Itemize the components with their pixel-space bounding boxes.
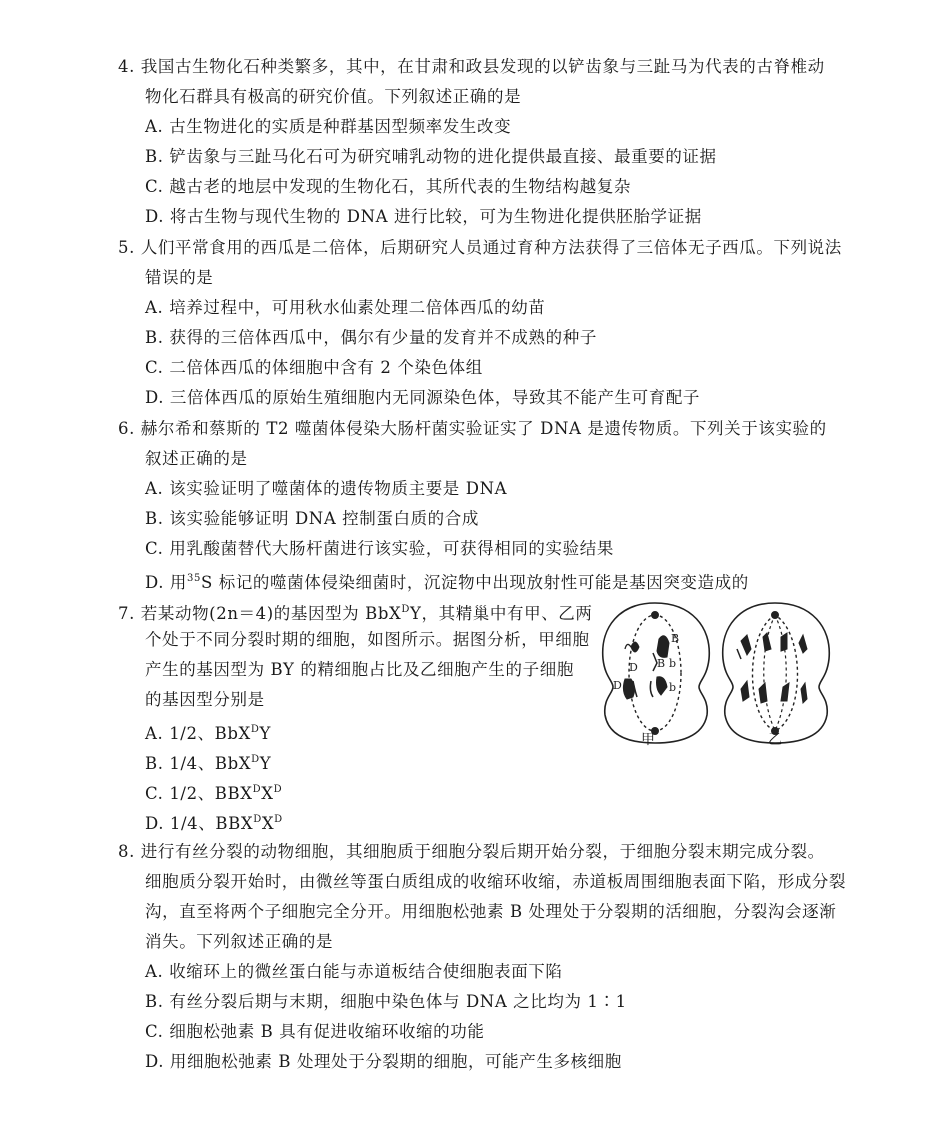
q7-option-d-sup1: D	[253, 814, 262, 825]
q7-option-c-text-mid: X	[261, 784, 274, 803]
q5-option-b: B. 获得的三倍体西瓜中，偶尔有少量的发育并不成熟的种子	[145, 328, 597, 347]
q6-option-d-text-rest: S 标记的噬菌体侵染细菌时，沉淀物中出现放射性可能是基因突变造成的	[200, 573, 749, 592]
q7-stem-sup: D	[401, 604, 410, 615]
cell-division-diagram	[595, 597, 840, 747]
q6-option-d-text: D. 用	[145, 573, 188, 592]
q7-option-b-sup: D	[251, 754, 260, 765]
q4-option-b: B. 铲齿象与三趾马化石可为研究哺乳动物的进化提供最直接、最重要的证据	[145, 147, 717, 166]
q7-stem-text: 7. 若某动物(2n＝4)的基因型为 BbX	[118, 604, 402, 623]
q7-option-c-text: C. 1/2、BBX	[145, 784, 253, 803]
q8-option-c: C. 细胞松弛素 B 具有促进收缩环收缩的功能	[145, 1022, 485, 1041]
q5-option-a: A. 培养过程中，可用秋水仙素处理二倍体西瓜的幼苗	[145, 298, 546, 317]
q6-option-a: A. 该实验证明了噬菌体的遗传物质主要是 DNA	[145, 479, 508, 498]
q8-option-a: A. 收缩环上的微丝蛋白能与赤道板结合使细胞表面下陷	[145, 962, 563, 981]
q7-stem-line3: 产生的基因型为 BY 的精细胞占比及乙细胞产生的子细胞	[145, 660, 574, 679]
q4-stem-line2: 物化石群具有极高的研究价值。下列叙述正确的是	[145, 87, 522, 106]
q7-option-b-text-end: Y	[259, 754, 272, 773]
cell-yi-caption: 乙	[768, 732, 782, 748]
q7-option-b-text: B. 1/4、BbX	[145, 754, 252, 773]
q7-option-c-sup1: D	[252, 784, 262, 795]
q7-option-b	[145, 748, 271, 776]
q7-stem-line2: 个处于不同分裂时期的细胞，如图所示。据图分析，甲细胞	[145, 630, 590, 649]
cell-jia-label-b-lower-1: b	[669, 657, 677, 670]
q6-option-b: B. 该实验能够证明 DNA 控制蛋白质的合成	[145, 509, 479, 528]
q8-option-d: D. 用细胞松弛素 B 处理处于分裂期的细胞，可能产生多核细胞	[145, 1052, 622, 1071]
q8-stem-line2: 细胞质分裂开始时，由微丝等蛋白质组成的收缩环收缩，赤道板周围细胞表面下陷，形成分裂	[145, 872, 847, 891]
q8-option-b: B. 有丝分裂后期与末期，细胞中染色体与 DNA 之比均为 1∶1	[145, 992, 627, 1011]
q7-option-d-text-mid: X	[261, 814, 275, 833]
q4-option-c: C. 越古老的地层中发现的生物化石，其所代表的生物结构越复杂	[145, 177, 632, 196]
cell-jia-caption: 甲	[641, 732, 655, 748]
q7-option-a	[145, 718, 271, 746]
q5-option-d: D. 三倍体西瓜的原始生殖细胞内无同源染色体，导致其不能产生可育配子	[145, 388, 701, 407]
q4-option-d: D. 将古生物与现代生物的 DNA 进行比较，可为生物进化提供胚胎学证据	[145, 207, 702, 226]
q6-option-d-isotope: 35	[187, 573, 201, 584]
cell-jia-label-d-2: D	[613, 679, 622, 692]
q5-option-c: C. 二倍体西瓜的体细胞中含有 2 个染色体组	[145, 358, 483, 377]
q5-stem-line2: 错误的是	[145, 268, 214, 287]
q8-stem-line3: 沟，直至将两个子细胞完全分开。用细胞松弛素 B 处理处于分裂期的活细胞，分裂沟会逐渐	[145, 902, 837, 921]
q6-stem-line2: 叙述正确的是	[145, 449, 248, 468]
q5-stem-line1: 5. 人们平常食用的西瓜是二倍体，后期研究人员通过育种方法获得了三倍体无子西瓜。下列说法	[118, 238, 842, 257]
cell-jia-label-b-upper-2: B	[657, 657, 666, 670]
q7-stem-line4: 的基因型分别是	[145, 690, 265, 709]
q7-option-a-sup: D	[250, 724, 260, 735]
q6-stem-line1: 6. 赫尔希和蔡斯的 T2 噬菌体侵染大肠杆菌实验证实了 DNA 是遗传物质。下列关于该实验的	[118, 419, 827, 438]
cell-jia-label-d-1: D	[629, 661, 638, 674]
cell-jia-label-b-lower-2: b	[669, 681, 677, 694]
cell-jia-label-b-upper-1: B	[671, 632, 680, 645]
cell-jia	[603, 603, 710, 743]
q7-option-c-sup2: D	[273, 784, 283, 795]
q7-cell-figure	[595, 597, 840, 747]
q7-option-d-text: D. 1/4、BBX	[145, 814, 254, 833]
q8-stem-line1: 8. 进行有丝分裂的动物细胞，其细胞质于细胞分裂后期开始分裂，于细胞分裂末期完成分裂。	[118, 842, 825, 861]
q7-option-a-text: A. 1/2、BbX	[145, 724, 251, 743]
q6-option-d	[145, 567, 749, 595]
q4-option-a: A. 古生物进化的实质是种群基因型频率发生改变	[145, 117, 512, 136]
q7-stem-text-rest: Y，其精巢中有甲、乙两	[410, 604, 593, 623]
q6-option-c: C. 用乳酸菌替代大肠杆菌进行该实验，可获得相同的实验结果	[145, 539, 614, 558]
q7-option-d	[145, 808, 283, 836]
q4-stem-line1: 4. 我国古生物化石种类繁多，其中，在甘肃和政县发现的以铲齿象与三趾马为代表的古脊椎动	[118, 57, 825, 76]
cell-yi	[723, 603, 830, 743]
q7-option-d-sup2: D	[274, 814, 283, 825]
q7-option-a-text-end: Y	[259, 724, 272, 743]
q8-stem-line4: 消失。下列叙述正确的是	[145, 932, 334, 951]
q7-stem-line1	[118, 598, 593, 626]
q7-option-c	[145, 778, 282, 806]
